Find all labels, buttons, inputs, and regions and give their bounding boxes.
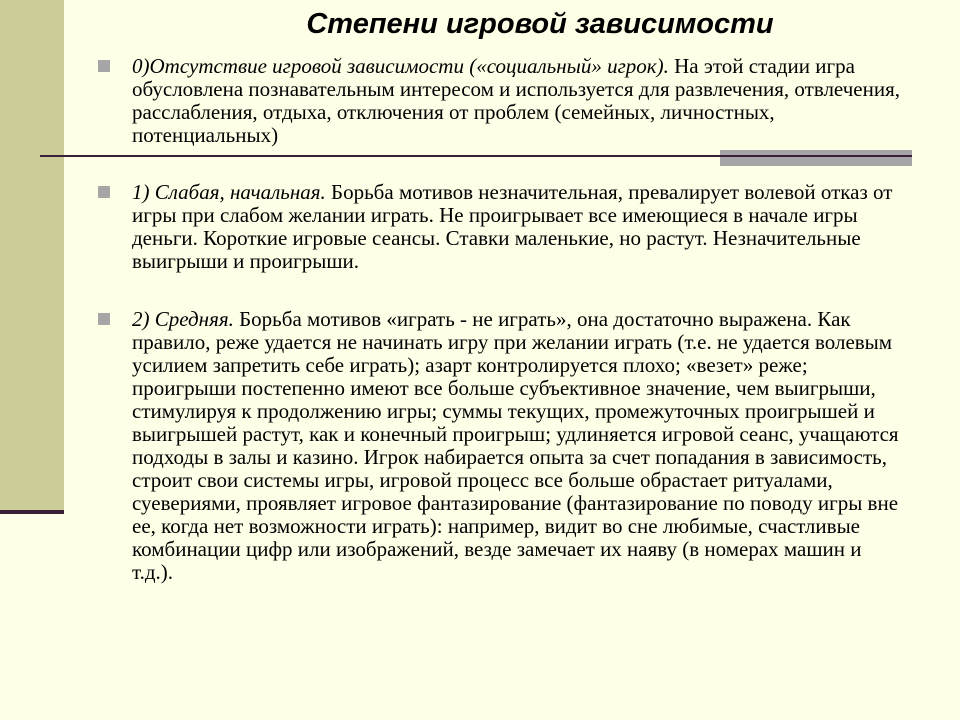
bullet-icon <box>98 313 110 325</box>
stage-2-lead: 2) Средняя. <box>132 307 234 331</box>
stage-1-text: Борьба мотивов незначительная, превалирует волевой отказ от игры при слабом желании играть. Не проигрывает все имеющиеся в начале игры деньги. Короткие игровые сеансы. Ставки маленькие, но растут. Незначительные выигрыши и проигрыши. <box>132 180 893 273</box>
list-item-stage-1 <box>132 181 907 273</box>
stage-1-lead: 1) Слабая, начальная. <box>132 180 326 204</box>
stage-0-text: На этой стадии игра обусловлена познавательным интересом и используется для развлечения, отвлечения, расслабления, отдыха, отключения от проблем (семейных, личностных, потенциальных) <box>132 54 900 147</box>
left-decorative-bar <box>0 0 64 512</box>
divider-accent-line <box>720 155 912 157</box>
stage-0-lead: 0)Отсутствие игровой зависимости («социальный» игрок). <box>132 54 669 78</box>
slide-title: Степени игровой зависимости <box>306 8 774 40</box>
stage-2-text: Борьба мотивов «играть - не играть», она достаточно выражена. Как правило, реже удается не начинать игру при желании играть (т.е. не удается волевым усилием запретить себе играть); азарт контролируется плохо; «везет» реже; проигрыши постепенно имеют все больше субъективное значение, чем выигрыши, стимулируя к продолжению игры; суммы текущих, промежуточных проигрышей и выигрышей растут, как и конечный проигрыш; удлиняется игровой сеанс, учащаются подходы в залы и казино. Игрок набирается опыта за счет попадания в зависимость, строит свои системы игры, игровой процесс все больше обрастает ритуалами, суевериями, проявляет игровое фантазирование (фантазирование по поводу игры вне ее, когда нет возможности играть): например, видит во сне любимые, счастливые комбинации цифр или изображений, везде замечает их наяву (в номерах машин и т.д.). <box>132 307 899 584</box>
bullet-icon <box>98 60 110 72</box>
divider-accent-block <box>720 150 912 166</box>
bullet-icon <box>98 186 110 198</box>
list-item-stage-2 <box>132 308 907 584</box>
list-item-stage-0 <box>132 55 907 147</box>
left-bar-underline <box>0 510 64 514</box>
